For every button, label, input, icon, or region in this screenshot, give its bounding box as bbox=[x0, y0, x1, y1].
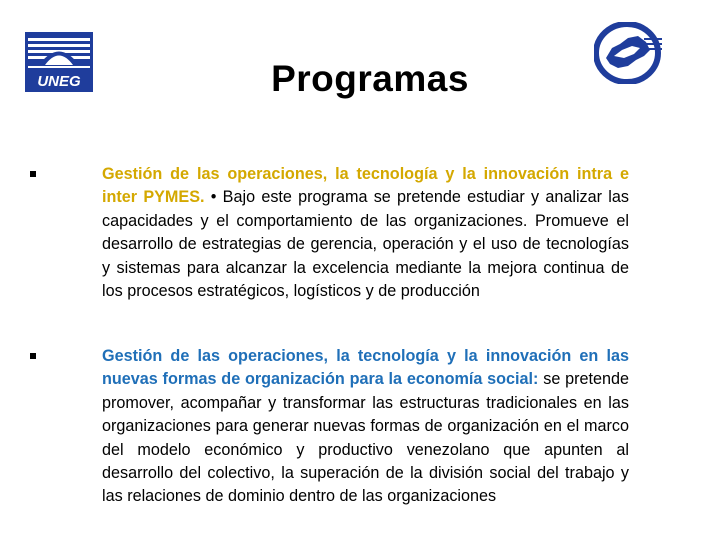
program-item-2 bbox=[102, 345, 629, 509]
bullet-icon bbox=[30, 171, 36, 177]
page-title: Programas bbox=[271, 58, 469, 99]
logo-left-text: UNEG bbox=[37, 73, 81, 90]
program-body-2: se pretende promover, acompañar y transformar las estructuras tradicionales en las organizaciones para generar nuevas formas de organización en el marco del modelo económico y productivo venezolano que apunten al desarrollo del colectivo, la superación de la división social del trabajo y las relaciones de dominio dentro de las organizaciones bbox=[102, 370, 630, 506]
program-body-1: Bajo este programa se pretende estudiar y analizar las capacidades y el comportamiento de las organizaciones. Promueve el desarrollo de estrategias de gerencia, operación y el uso de tecnologías y sistemas para alcanzar la excelencia mediante la mejora continua de los procesos estratégicos, logísticos y de producción bbox=[102, 188, 629, 301]
separator: • bbox=[204, 188, 223, 207]
bullet-icon bbox=[30, 353, 36, 359]
program-heading-2: Gestión de las operaciones, la tecnología y la innovación en las nuevas formas de organización para la economía social: bbox=[102, 347, 629, 389]
program-heading-1: Gestión de las operaciones, la tecnología y la innovación intra e inter PYMES. bbox=[102, 165, 629, 207]
program-item-1 bbox=[102, 163, 629, 303]
